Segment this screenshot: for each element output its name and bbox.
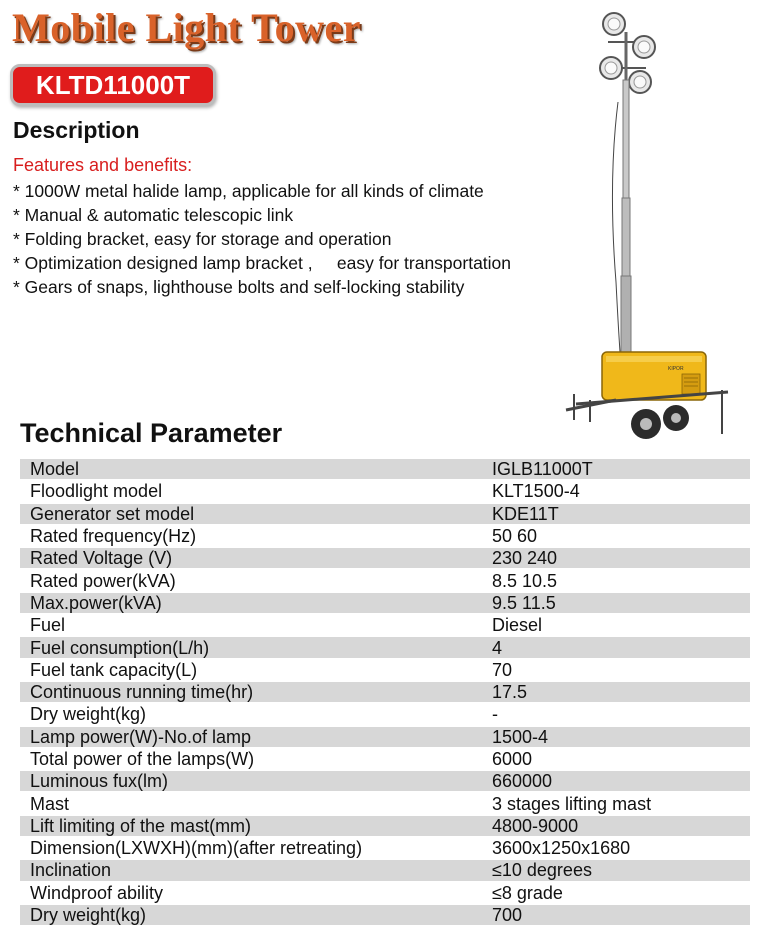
table-row: [20, 504, 750, 524]
spec-value: ≤8 grade: [492, 882, 563, 903]
spec-value: 1500-4: [482, 727, 750, 747]
telescopic-mast: [612, 80, 631, 356]
spec-value: 4800-9000: [482, 816, 750, 836]
spec-value: 3 stages lifting mast: [492, 793, 652, 814]
spec-label: Rated frequency(Hz): [30, 526, 197, 547]
table-row: [20, 727, 750, 747]
table-row: [20, 593, 750, 613]
spec-value: 8.5 10.5: [492, 570, 558, 591]
spec-label: Rated Voltage (V): [20, 548, 482, 568]
table-row: [20, 816, 750, 836]
spec-value: 70: [492, 659, 513, 680]
feature-item: * Gears of snaps, lighthouse bolts and self-locking stability: [13, 277, 465, 297]
spec-value: 660000: [482, 771, 750, 791]
spec-value: 700: [482, 905, 750, 925]
spec-label: Generator set model: [20, 504, 482, 524]
spec-label: Max.power(kVA): [20, 593, 482, 613]
table-row: [20, 860, 750, 880]
spec-value: ≤10 degrees: [482, 860, 750, 880]
feature-item: * Manual & automatic telescopic link: [13, 205, 294, 225]
spec-value: 230 240: [482, 548, 750, 568]
spec-label: Mast: [30, 793, 70, 814]
table-row: [20, 459, 750, 479]
feature-item: * Folding bracket, easy for storage and operation: [13, 229, 392, 249]
table-row: [20, 637, 750, 657]
spec-label: Floodlight model: [30, 481, 163, 502]
spec-label: Rated power(kVA): [30, 570, 176, 591]
table-row: [20, 749, 750, 769]
spec-label: Dry weight(kg): [20, 905, 482, 925]
table-row: [20, 771, 750, 791]
spec-value: IGLB11000T: [482, 459, 750, 479]
spec-label: Lamp power(W)-No.of lamp: [20, 727, 482, 747]
description-heading: Description: [13, 117, 140, 143]
table-row: [20, 615, 750, 635]
page-title: Mobile Light Tower: [12, 5, 362, 50]
table-row: [20, 793, 750, 813]
spec-label: Total power of the lamps(W): [30, 749, 255, 769]
table-row: [20, 660, 750, 680]
table-row: [20, 704, 750, 724]
spec-value: 9.5 11.5: [482, 593, 750, 613]
table-row: [20, 883, 750, 903]
feature-item: * Optimization designed lamp bracket , easy for transportation: [13, 253, 512, 273]
spec-value: 50 60: [492, 526, 538, 547]
light-tower-image: [556, 2, 756, 450]
technical-parameter-heading: Technical Parameter: [20, 418, 283, 448]
spec-label: Windproof ability: [30, 882, 164, 903]
spec-label: Fuel tank capacity(L): [30, 659, 198, 680]
spec-value: Diesel: [492, 615, 543, 636]
spec-label: Fuel consumption(L/h): [20, 637, 482, 657]
spec-value: 6000: [492, 749, 533, 769]
table-row: [20, 682, 750, 702]
spec-label: Inclination: [20, 860, 482, 880]
spec-value: KDE11T: [482, 504, 750, 524]
spec-label: Continuous running time(hr): [20, 682, 482, 702]
table-row: [20, 526, 750, 546]
spec-label: Luminous fux(lm): [20, 771, 482, 791]
brand-label: KIPOR: [668, 366, 684, 372]
features-list: [13, 179, 511, 299]
spec-label: Lift limiting of the mast(mm): [20, 816, 482, 836]
spec-label: Dimension(LXWXH)(mm)(after retreating): [30, 838, 363, 859]
spec-label: Dry weight(kg): [30, 704, 147, 725]
spec-value: KLT1500-4: [492, 481, 580, 502]
table-row: [20, 570, 750, 590]
spec-label: Model: [20, 459, 482, 479]
table-row: [20, 905, 750, 925]
spec-value: 17.5: [482, 682, 750, 702]
generator-trailer: [566, 352, 728, 439]
table-row: [20, 838, 750, 858]
spec-value: -: [492, 704, 498, 725]
table-row: [20, 481, 750, 501]
spec-label: Fuel: [30, 615, 66, 636]
spec-value: 3600x1250x1680: [492, 838, 631, 859]
spec-table: [20, 457, 750, 927]
spec-value: 4: [482, 637, 750, 657]
feature-item: * 1000W metal halide lamp, applicable for all kinds of climate: [13, 181, 484, 201]
features-heading: Features and benefits:: [13, 155, 193, 175]
table-row: [20, 548, 750, 568]
model-badge: KLTD11000T: [10, 64, 216, 106]
